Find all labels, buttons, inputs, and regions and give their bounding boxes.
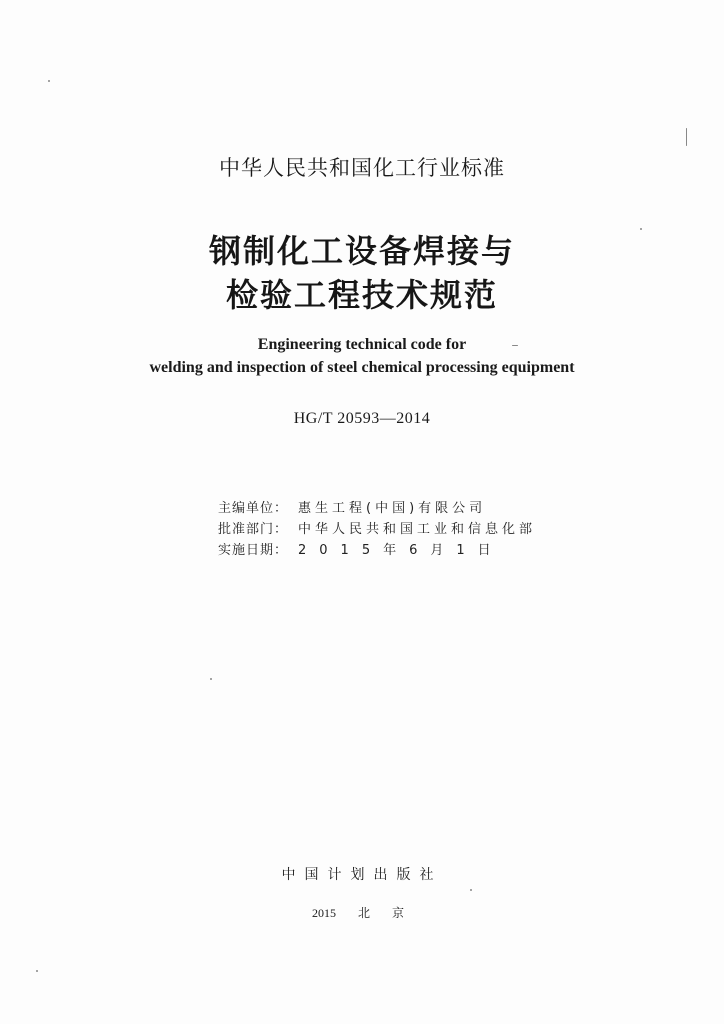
publication-year: 2015 [312,906,336,920]
scan-speck [36,970,38,972]
scan-speck [512,345,518,346]
effective-date-label: 实施日期： [218,543,289,558]
standard-series-heading: 中华人民共和国化工行业标准 [219,156,505,180]
effective-date-row [218,539,504,558]
english-title-line-2: welding and inspection of steel chemical processing equipment [149,359,575,376]
approver-value: 中华人民共和国工业和信息化部 [298,522,537,537]
approver-label: 批准部门： [218,522,289,537]
editor-value: 惠生工程(中国)有限公司 [298,501,487,516]
scan-speck [210,678,212,680]
publication-city: 北京 [358,906,427,920]
publication-line [312,904,426,921]
scan-speck [48,80,50,82]
document-title-line-2: 检验工程技术规范 [225,276,498,314]
approver-row [218,518,536,537]
editor-label: 主编单位： [218,501,289,516]
english-title-line-1: Engineering technical code for [257,336,467,353]
effective-date-value: 2015年6月1日 [298,543,504,558]
scan-speck [686,128,687,146]
scan-speck [640,228,642,230]
document-title-line-1: 钢制化工设备焊接与 [208,232,515,270]
standard-code: HG/T 20593—2014 [293,410,431,427]
publisher-name: 中国计划出版社 [281,867,443,883]
editor-row [218,497,486,516]
scan-speck [470,889,472,891]
